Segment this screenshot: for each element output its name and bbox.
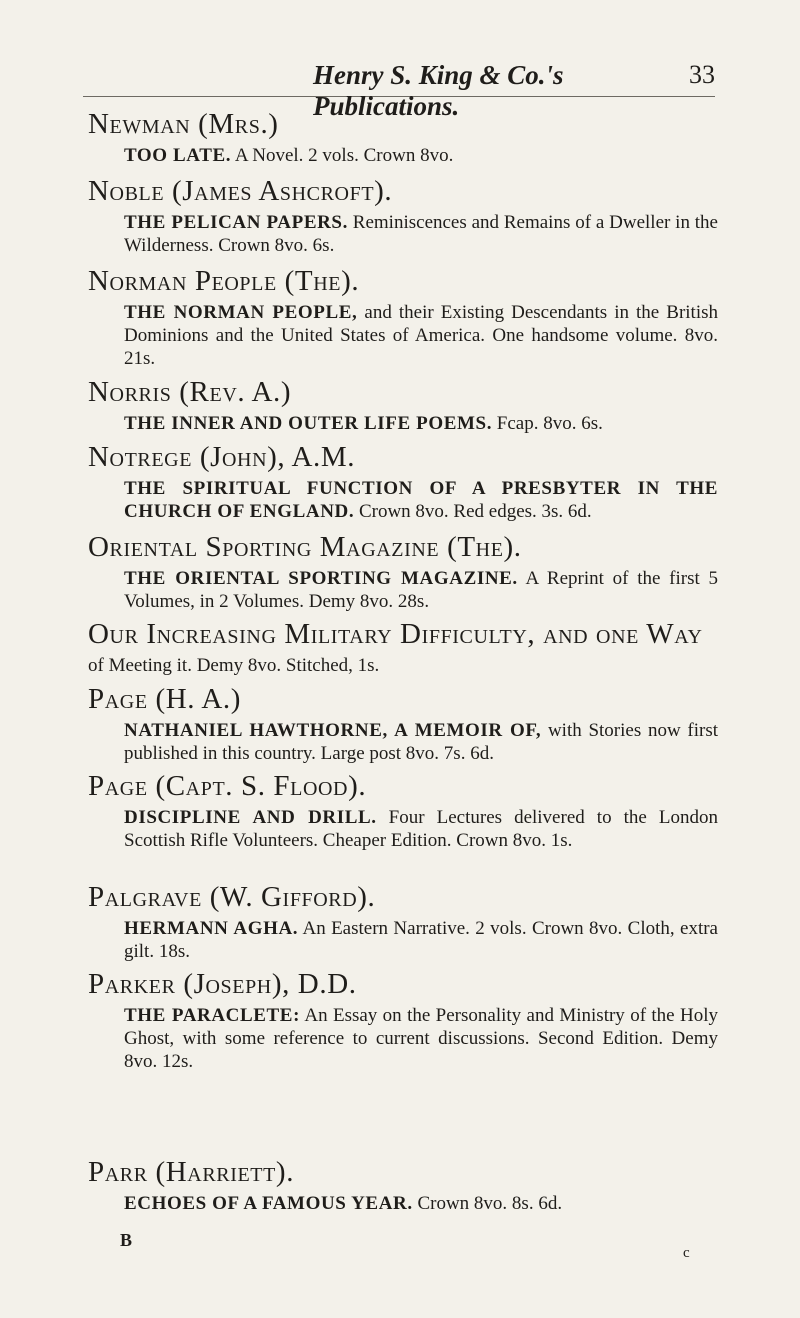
entry-title: THE PARACLETE: [124,1005,301,1026]
entry-norman-people [88,265,718,370]
entry-body [124,412,718,435]
entry-heading: Noble (James Ashcroft). [88,175,393,207]
signature-mark-right: c [683,1245,690,1261]
entry-body [124,567,718,613]
running-header [83,60,715,121]
entry-heading: Palgrave (W. Gifford). [88,881,376,913]
entry-heading: Newman (Mrs.) [88,108,279,140]
entry-detail: An Eastern Narrative. 2 vols. Crown 8vo. Cloth, extra gilt. 18s. [124,918,718,962]
entry-title: HERMANN AGHA. [124,918,299,939]
entry-heading: Parr (Harriett). [88,1156,295,1188]
entry-heading: Page (H. A.) [88,683,242,715]
entry-title: THE SPIRITUAL FUNCTION OF A PRESBYTER IN THE CHURCH OF ENGLAND. [124,478,718,522]
entry-detail: A Novel. 2 vols. Crown 8vo. [234,145,454,166]
entry-palgrave [88,881,718,963]
entry-title: DISCIPLINE AND DRILL. [124,807,377,828]
entry-oriental-sporting [88,531,718,613]
entry-body [124,1004,718,1073]
entry-detail: A Reprint of the first 5 Volumes, in 2 Volumes. Demy 8vo. 28s. [124,568,719,612]
header-title: Henry S. King & Co.'s Publications. [313,60,564,121]
entry-detail: with Stories now first published in this country. Large post 8vo. 7s. 6d. [124,720,718,764]
entry-title: THE ORIENTAL SPORTING MAGAZINE. [124,568,518,589]
entry-parr [88,1156,718,1215]
entry-heading: Norman People (The). [88,265,360,297]
entry-notrege [88,441,718,523]
entry-body [124,806,718,852]
entry-noble [88,175,718,257]
entry-heading: Norris (Rev. A.) [88,376,292,408]
entry-title: THE NORMAN PEOPLE, [124,302,358,323]
entry-title: NATHANIEL HAWTHORNE, A MEMOIR OF, [124,720,542,741]
entry-detail: An Essay on the Personality and Ministry of the Holy Ghost, with some reference to current discussions. Second Edition. Demy 8vo. 12s. [124,1005,718,1072]
entry-title: ECHOES OF A FAMOUS YEAR. [124,1193,413,1214]
entry-detail: Crown 8vo. 8s. 6d. [417,1193,563,1214]
entry-page-ha [88,683,718,765]
entry-detail: Crown 8vo. Red edges. 3s. 6d. [358,501,592,522]
entry-detail: Four Lectures delivered to the London Scottish Rifle Volunteers. Cheaper Edition. Crown 8vo. 1s. [124,807,718,851]
entry-body [124,917,718,963]
entry-heading: Notrege (John), A.M. [88,441,356,473]
entry-title: TOO LATE. [124,145,232,166]
entry-heading: Parker (Joseph), D.D. [88,968,357,1000]
entry-detail: and their Existing Descendants in the British Dominions and the United States of America. One handsome volume. 8vo. 21s. [124,302,719,369]
entry-heading: Our Increasing Military Difficulty, and one Way [88,618,703,650]
entry-title: THE INNER AND OUTER LIFE POEMS. [124,413,493,434]
entry-body [88,654,718,677]
entry-body [124,1192,718,1215]
signature-mark-left: B [120,1230,133,1250]
entry-our-increasing [88,618,718,677]
entry-detail: Fcap. 8vo. 6s. [496,413,603,434]
entry-body [124,211,718,257]
entry-detail: of Meeting it. Demy 8vo. Stitched, 1s. [88,655,380,676]
entry-page-flood [88,770,718,852]
entry-body [124,719,718,765]
entry-detail: Reminiscences and Remains of a Dweller in the Wilderness. Crown 8vo. 6s. [124,212,718,256]
entry-newman [88,108,718,167]
entry-norris [88,376,718,435]
signature-marks [120,1230,700,1290]
entry-title: THE PELICAN PAPERS. [124,212,348,233]
entry-body [124,144,718,167]
entry-heading: Page (Capt. S. Flood). [88,770,367,802]
entry-body [124,477,718,523]
entry-parker [88,968,718,1073]
entry-heading: Oriental Sporting Magazine (The). [88,531,522,563]
page-number: 33 [689,60,715,89]
entry-body [124,301,718,370]
